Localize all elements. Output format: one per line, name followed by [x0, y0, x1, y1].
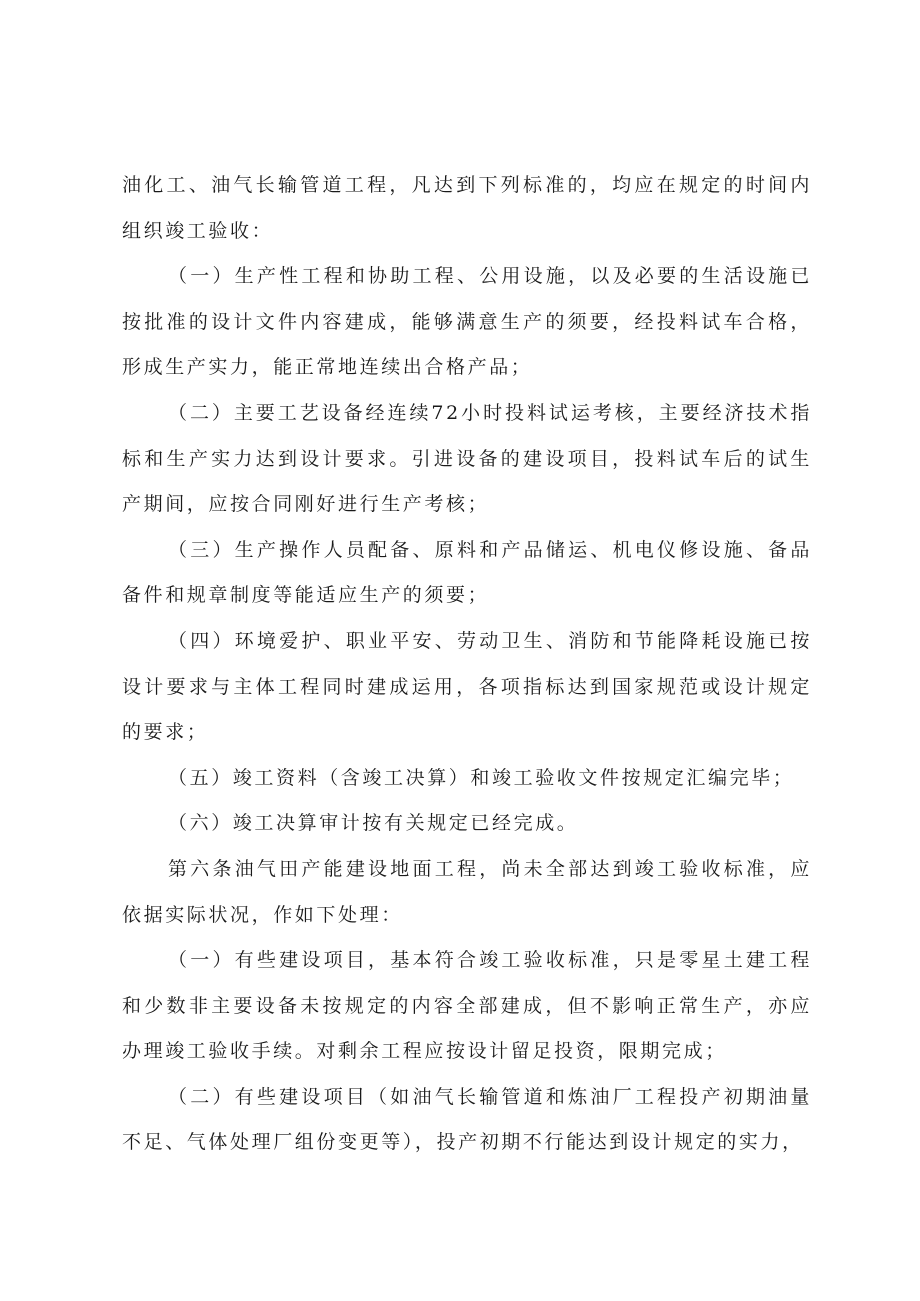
document-body: [122, 163, 812, 1166]
paragraph-article-6-item-2: （二）有些建设项目（如油气长输管道和炼油厂工程投产初期油量不足、气体处理厂组份变更等），投产初期不行能达到设计规定的实力，: [122, 1085, 812, 1154]
paragraph-item-3: （三）生产操作人员配备、原料和产品储运、机电仪修设施、备品备件和规章制度等能适应生产的须要；: [122, 538, 812, 607]
paragraph-item-1: （一）生产性工程和协助工程、公用设施，以及必要的生活设施已按批准的设计文件内容建成，能够满意生产的须要，经投料试车合格，形成生产实力，能正常地连续出合格产品；: [122, 265, 812, 379]
paragraph-item-5: （五）竣工资料（含竣工决算）和竣工验收文件按规定汇编完毕；: [168, 766, 795, 789]
paragraph-article-6: 第六条油气田产能建设地面工程，尚未全部达到竣工验收标准，应依据实际状况，作如下处理：: [122, 857, 812, 926]
paragraph-item-6: （六）竣工决算审计按有关规定已经完成。: [168, 812, 579, 835]
paragraph-item-4: （四）环境爱护、职业平安、劳动卫生、消防和节能降耗设施已按设计要求与主体工程同时建成运用，各项指标达到国家规范或设计规定的要求；: [122, 629, 812, 744]
paragraph-article-6-item-1: （一）有些建设项目，基本符合竣工验收标准，只是零星土建工程和少数非主要设备未按规定的内容全部建成，但不影响正常生产，亦应办理竣工验收手续。对剩余工程应按设计留足投资，限期完成；: [122, 949, 812, 1063]
paragraph-item-2: （二）主要工艺设备经连续72小时投料试运考核，主要经济技术指标和生产实力达到设计要求。引进设备的建设项目，投料试车后的试生产期间，应按合同刚好进行生产考核；: [122, 401, 812, 516]
paragraph-continuation: 油化工、油气长输管道工程，凡达到下列标准的，均应在规定的时间内组织竣工验收：: [122, 174, 812, 242]
